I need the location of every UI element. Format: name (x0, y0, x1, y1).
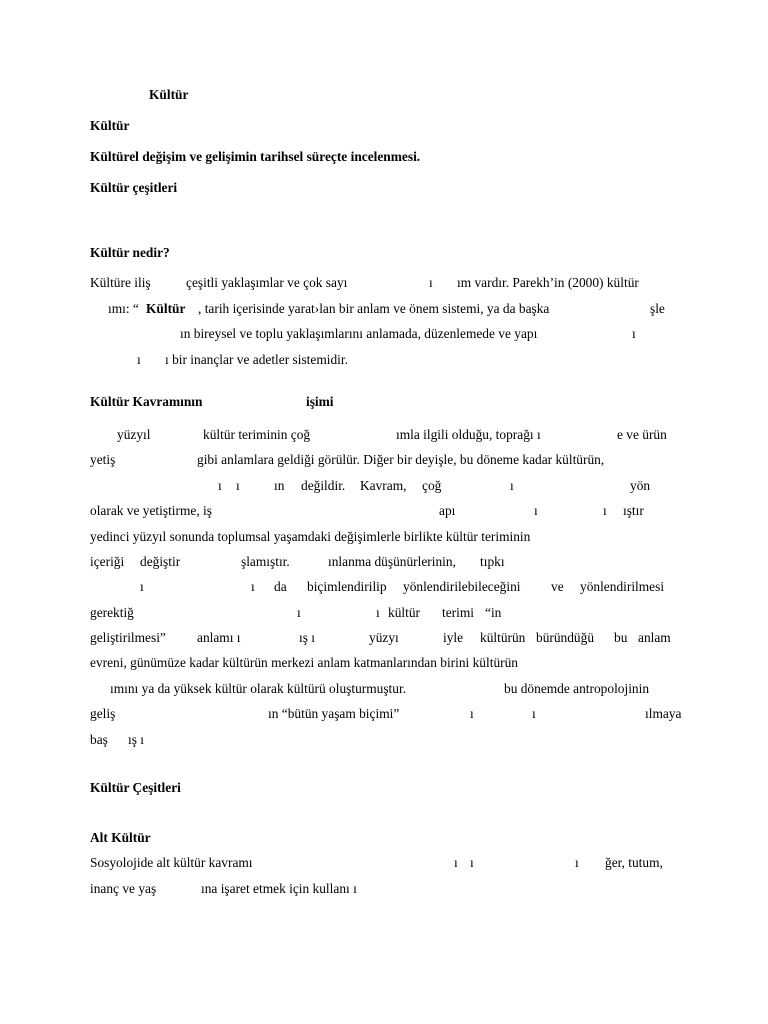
document-page: Kültür Kültür Kültürel değişim ve gelişimin tarihsel süreçte incelenmesi. Kültür çeşitleri Kültür nedir? Kültüre iliş çeşitli yaklaşımlar ve çok sayı ı ım vardır. Parekh’in (2000) kültür ımı: “ Kültür , tarih içerisinde yarat›lan bir anlam ve önem sistemi, ya da başka şle ın bireysel ve toplu yaklaşımlarını anlamada, düzenlemede ve yapı ı ı ı bir inançlar ve adetler sistemidir. Kültür Kavramının işimi yüzyıl kültür teriminin çoğ ımla ilgili olduğu, toprağı ı e ve ürün yetiş gibi anlamlara geldiği görülür. Diğer bir deyişle, bu döneme kadar kültürün, ı ı ın değildir. Kavram, çoğ ı yön olarak ve yetiştirme, iş apı ı ı ıştır yedinci yüzyıl sonunda toplumsal yaşamdaki değişimlerle birlikte kültür teriminin içeriği değiştir şlamıştır. ınlanma düşünürlerinin, tıpkı ı ı da biçimlendirilip yönlendirilebileceğini ve yönlendirilmesi gerektiğ ı ı kültür terimi “in geliştirilmesi” anlamı ı ış ı yüzyı iyle kültürün büründüğü bu anlam evreni, günümüze kadar kültürün merkezi anlam katmanlarından birini kültürün ımını ya da yüksek kültür olarak kültürü oluşturmuştur. bu dönemde antropolojinin geliş ın “bütün yaşam biçimi” ı ı ılmaya baş ış ı Kültür Çeşitleri Alt Kültür Sosyolojide alt kültür kavramı ı ı ı ğer, tutum, inanç ve yaş ına işaret etmek için kullanı ı (90, 87, 682, 896)
section-heading: Kültür Çeşitleri (90, 780, 181, 795)
paragraph-line: yedinci yüzyıl sonunda toplumsal yaşamdaki değişimlerle birlikte kültür teriminin (90, 529, 531, 544)
page-title: Kültür (149, 87, 189, 102)
section-heading: Kültür nedir? (90, 245, 170, 260)
outline-item: Kültürel değişim ve gelişimin tarihsel süreçte incelenmesi. (90, 149, 421, 164)
outline-item: Kültür çeşitleri (90, 180, 178, 195)
outline-item: Kültür (90, 118, 130, 133)
section-heading: Alt Kültür (90, 830, 151, 845)
paragraph-line: evreni, günümüze kadar kültürün merkezi anlam katmanlarından birini kültürün (90, 655, 518, 670)
